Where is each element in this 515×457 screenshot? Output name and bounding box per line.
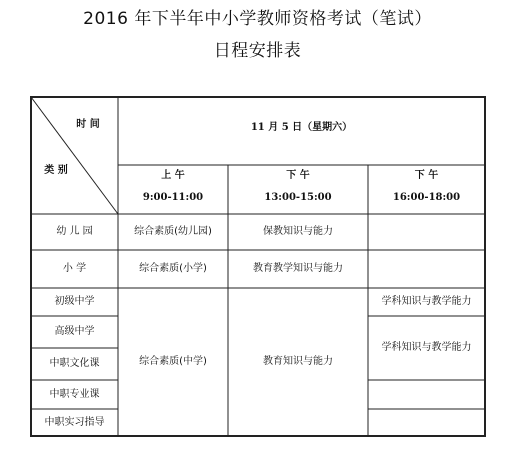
- cell-primary-am: 综合素质(小学): [139, 263, 207, 274]
- session-time-am: 9:00-11:00: [142, 192, 204, 203]
- session-name-pm2: 下 午: [414, 170, 439, 181]
- category-vocational-practice: 中职实习指导: [44, 416, 105, 428]
- cell-senior-pm2: 学科知识与教学能力: [381, 342, 472, 353]
- cell-kindergarten-pm1: 保教知识与能力: [263, 226, 333, 237]
- session-time-pm2: 16:00-18:00: [392, 192, 461, 203]
- header-time-label: 时 间: [76, 119, 100, 130]
- category-vocational-specialty: 中职专业课: [49, 388, 100, 400]
- header-date: 11 月 5 日（星期六）: [250, 122, 353, 133]
- session-time-pm1: 13:00-15:00: [264, 192, 332, 203]
- page-subtitle: 日程安排表: [213, 41, 302, 61]
- category-junior-secondary: 初级中学: [54, 296, 95, 307]
- cell-secondary-pm1: 教育知识与能力: [263, 356, 333, 367]
- cell-primary-pm1: 教育教学知识与能力: [253, 263, 343, 274]
- cell-secondary-am: 综合素质(中学): [139, 356, 207, 367]
- page-title: 2016 年下半年中小学教师资格考试（笔试）: [83, 9, 432, 29]
- session-name-am: 上 午: [161, 170, 185, 181]
- category-senior-secondary: 高级中学: [54, 326, 95, 337]
- header-category-label: 类 别: [44, 165, 68, 176]
- cell-kindergarten-am: 综合素质(幼儿园): [134, 226, 212, 237]
- session-name-pm1: 下 午: [286, 170, 310, 181]
- category-vocational-culture: 中职文化课: [49, 358, 100, 369]
- category-primary: 小 学: [62, 263, 87, 274]
- cell-junior-pm2: 学科知识与教学能力: [381, 296, 472, 307]
- category-kindergarten: 幼 儿 园: [56, 226, 93, 237]
